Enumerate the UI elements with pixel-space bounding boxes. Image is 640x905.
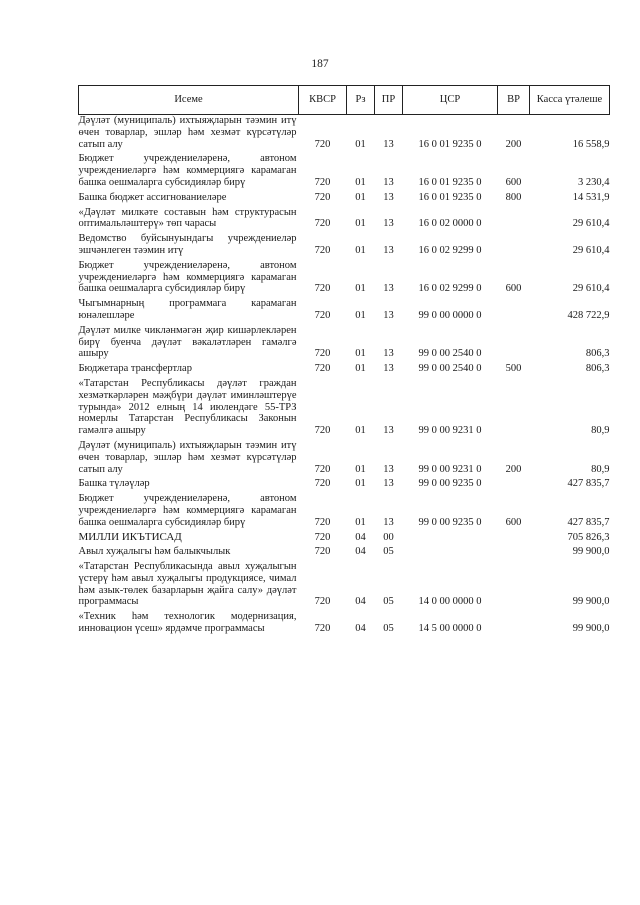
- row-csr: 99 0 00 9235 0: [418, 516, 482, 528]
- header-kvsr: КВСР: [299, 86, 347, 115]
- row-amount: 705 826,3: [567, 531, 610, 543]
- table-row: [79, 490, 610, 528]
- row-vr: [498, 375, 530, 437]
- row-kvsr: 720: [314, 623, 331, 635]
- table-row: [79, 608, 610, 635]
- budget-table: [78, 85, 610, 635]
- row-pr: 13: [383, 218, 394, 230]
- header-kassa: Касса үтәлеше: [530, 86, 610, 115]
- row-amount: 3 230,4: [578, 176, 610, 188]
- table-row: [79, 257, 610, 295]
- row-csr: 99 0 00 0000 0: [418, 309, 482, 321]
- header-name: Исеме: [79, 86, 299, 115]
- row-vr: 600: [505, 176, 522, 188]
- row-vr: [498, 230, 530, 257]
- row-vr: [498, 608, 530, 635]
- row-vr: 600: [505, 516, 522, 528]
- row-amount: 16 558,9: [572, 138, 610, 150]
- row-kvsr: 720: [314, 218, 331, 230]
- page-number: 187: [311, 58, 329, 70]
- row-name: МИЛЛИ ИКЪТИСАД: [78, 530, 182, 543]
- row-amount: 427 835,7: [567, 478, 610, 490]
- row-pr: 13: [383, 478, 394, 490]
- table-row: [79, 437, 610, 475]
- row-vr: 200: [505, 463, 522, 475]
- row-kvsr: 720: [314, 425, 331, 437]
- row-pr: 13: [383, 176, 394, 188]
- row-amount: 80,9: [591, 425, 610, 437]
- table-row: [79, 375, 610, 437]
- row-pr: 05: [383, 596, 394, 608]
- row-rz: 01: [355, 283, 366, 295]
- row-kvsr: 720: [314, 531, 331, 543]
- row-kvsr: 720: [314, 283, 331, 295]
- header-vr: ВР: [498, 86, 530, 115]
- row-pr: 13: [383, 463, 394, 475]
- row-kvsr: 720: [314, 363, 331, 375]
- table-row: [79, 230, 610, 257]
- row-rz: 01: [355, 478, 366, 490]
- row-csr: 99 0 00 9231 0: [418, 463, 482, 475]
- row-name: Дәүләт (муниципаль) ихтыяҗларын тәэмин итү өчен товарлар, эшләр һәм хезмәт күрсәтүләр сатып алу: [78, 115, 297, 150]
- row-pr: 13: [383, 425, 394, 437]
- row-csr: 16 0 02 9299 0: [418, 244, 482, 256]
- row-vr: [498, 558, 530, 608]
- row-csr: 16 0 01 9235 0: [418, 138, 482, 150]
- row-name: Ведомство буйсынуындагы учреждениеләр эшчәнлеген тәэмин итү: [78, 233, 297, 256]
- row-vr: 500: [505, 363, 522, 375]
- row-kvsr: 720: [314, 546, 331, 558]
- header-csr: ЦСР: [403, 86, 498, 115]
- row-rz: 01: [355, 176, 366, 188]
- row-pr: 05: [383, 546, 394, 558]
- row-pr: 00: [383, 531, 394, 543]
- row-csr: 16 0 01 9235 0: [418, 191, 482, 203]
- table-row: [79, 115, 610, 151]
- row-name: Бюджет учреждениеләренә, автоном учреждениеләргә һәм коммерциягә карамаган башка оешмаларга субсидияләр бирү: [78, 493, 297, 528]
- table-row: [79, 543, 610, 558]
- table-row: [79, 529, 610, 544]
- row-rz: 01: [355, 463, 366, 475]
- table-row: [79, 322, 610, 360]
- row-name: Авыл хуҗалыгы һәм балыкчылык: [78, 546, 231, 558]
- row-name: Бюджет учреждениеләренә, автоном учреждениеләргә һәм коммерциягә карамаган башка оешмаларга субсидияләр бирү: [78, 153, 297, 188]
- row-rz: 01: [355, 138, 366, 150]
- table-row: [79, 150, 610, 188]
- row-rz: 01: [355, 191, 366, 203]
- row-vr: [498, 204, 530, 231]
- row-rz: 04: [355, 596, 366, 608]
- row-rz: 04: [355, 531, 366, 543]
- row-vr: [498, 543, 530, 558]
- row-kvsr: 720: [314, 309, 331, 321]
- row-pr: 13: [383, 138, 394, 150]
- row-pr: 13: [383, 363, 394, 375]
- row-rz: 04: [355, 623, 366, 635]
- table-body: [79, 115, 610, 635]
- row-amount: 29 610,4: [572, 283, 610, 295]
- row-amount: 806,3: [585, 348, 610, 360]
- row-name: Чыгымнарның программага карамаган юнәлешләре: [78, 298, 297, 321]
- row-amount: 29 610,4: [572, 218, 610, 230]
- table-row: [79, 558, 610, 608]
- row-csr: 16 0 02 0000 0: [418, 218, 482, 230]
- row-vr: 800: [505, 191, 522, 203]
- row-rz: 01: [355, 363, 366, 375]
- row-csr: [403, 543, 498, 558]
- row-amount: 99 900,0: [572, 596, 610, 608]
- table-row: [79, 204, 610, 231]
- row-name: Бюджет учреждениеләренә, автоном учреждениеләргә һәм коммерциягә карамаган башка оешмаларга субсидияләр бирү: [78, 259, 297, 295]
- row-vr: [498, 475, 530, 490]
- row-csr: 14 0 00 0000 0: [418, 596, 482, 608]
- row-rz: 01: [355, 425, 366, 437]
- row-csr: 14 5 00 0000 0: [418, 623, 482, 635]
- row-kvsr: 720: [314, 138, 331, 150]
- row-csr: 16 0 02 9299 0: [418, 283, 482, 295]
- table-row: [79, 475, 610, 490]
- header-pr: ПР: [375, 86, 403, 115]
- row-amount: 99 900,0: [572, 546, 610, 558]
- row-vr: [498, 295, 530, 322]
- row-rz: 01: [355, 516, 366, 528]
- row-amount: 80,9: [591, 463, 610, 475]
- row-amount: 29 610,4: [572, 244, 610, 256]
- row-csr: [403, 529, 498, 544]
- row-pr: 13: [383, 244, 394, 256]
- row-pr: 13: [383, 516, 394, 528]
- row-pr: 13: [383, 348, 394, 360]
- row-csr: 99 0 00 9235 0: [418, 478, 482, 490]
- row-name: «Татарстан Республикасында авыл хуҗалыгын үстерү һәм авыл хуҗалыгы продукциясе, чимал һәм азык-төлек базарларын җайга салу» дәүләт программасы: [78, 561, 297, 608]
- row-name: «Техник һәм технологик модернизация, инновацион үсеш» ярдәмче программасы: [78, 611, 297, 635]
- row-csr: 99 0 00 9231 0: [418, 425, 482, 437]
- row-kvsr: 720: [314, 478, 331, 490]
- table-row: [79, 360, 610, 375]
- row-rz: 01: [355, 218, 366, 230]
- row-name: «Татарстан Республикасы дәүләт граждан хезмәткәрләрен мәҗбүри дәүләт иминләштерүе турында» 2012 елның 14 июлендәге 55-ТРЗ номерлы Татарстан Республикасы Законын гамәлгә ашыру: [78, 377, 297, 437]
- row-vr: [498, 529, 530, 544]
- row-csr: 99 0 00 2540 0: [418, 348, 482, 360]
- row-amount: 806,3: [585, 363, 610, 375]
- table-row: [79, 189, 610, 204]
- row-kvsr: 720: [314, 516, 331, 528]
- header-rz: Рз: [347, 86, 375, 115]
- row-amount: 428 722,9: [567, 309, 610, 321]
- row-pr: 13: [383, 191, 394, 203]
- row-pr: 13: [383, 283, 394, 295]
- row-name: Дәүләт (муниципаль) ихтыяҗларын тәэмин итү өчен товарлар, эшләр һәм хезмәт күрсәтүләр сатып алу: [78, 439, 297, 475]
- row-kvsr: 720: [314, 176, 331, 188]
- row-name: Башка түләүләр: [78, 478, 150, 490]
- row-name: «Дәүләт милкәте составын һәм структурасын оптимальләштерү» төп чарасы: [78, 206, 297, 230]
- table-header-row: [79, 86, 610, 115]
- row-name: Бюджетара трансфертлар: [78, 363, 192, 375]
- row-kvsr: 720: [314, 191, 331, 203]
- row-amount: 427 835,7: [567, 516, 610, 528]
- row-amount: 99 900,0: [572, 623, 610, 635]
- row-rz: 01: [355, 309, 366, 321]
- row-csr: 16 0 01 9235 0: [418, 176, 482, 188]
- table-row: [79, 295, 610, 322]
- row-vr: 200: [505, 138, 522, 150]
- row-rz: 01: [355, 244, 366, 256]
- row-vr: 600: [505, 283, 522, 295]
- row-pr: 05: [383, 623, 394, 635]
- row-name: Башка бюджет ассигнованиеләре: [78, 191, 227, 203]
- row-rz: 01: [355, 348, 366, 360]
- row-amount: 14 531,9: [572, 191, 610, 203]
- row-pr: 13: [383, 309, 394, 321]
- row-kvsr: 720: [314, 463, 331, 475]
- row-kvsr: 720: [314, 244, 331, 256]
- row-rz: 04: [355, 546, 366, 558]
- row-name: Дәүләт милке чикләнмәгән җир кишәрлекләрен бирү буенча дәүләт вәкаләтләрен гамәлгә ашыру: [78, 324, 297, 360]
- row-kvsr: 720: [314, 596, 331, 608]
- row-vr: [498, 322, 530, 360]
- row-kvsr: 720: [314, 348, 331, 360]
- row-csr: 99 0 00 2540 0: [418, 363, 482, 375]
